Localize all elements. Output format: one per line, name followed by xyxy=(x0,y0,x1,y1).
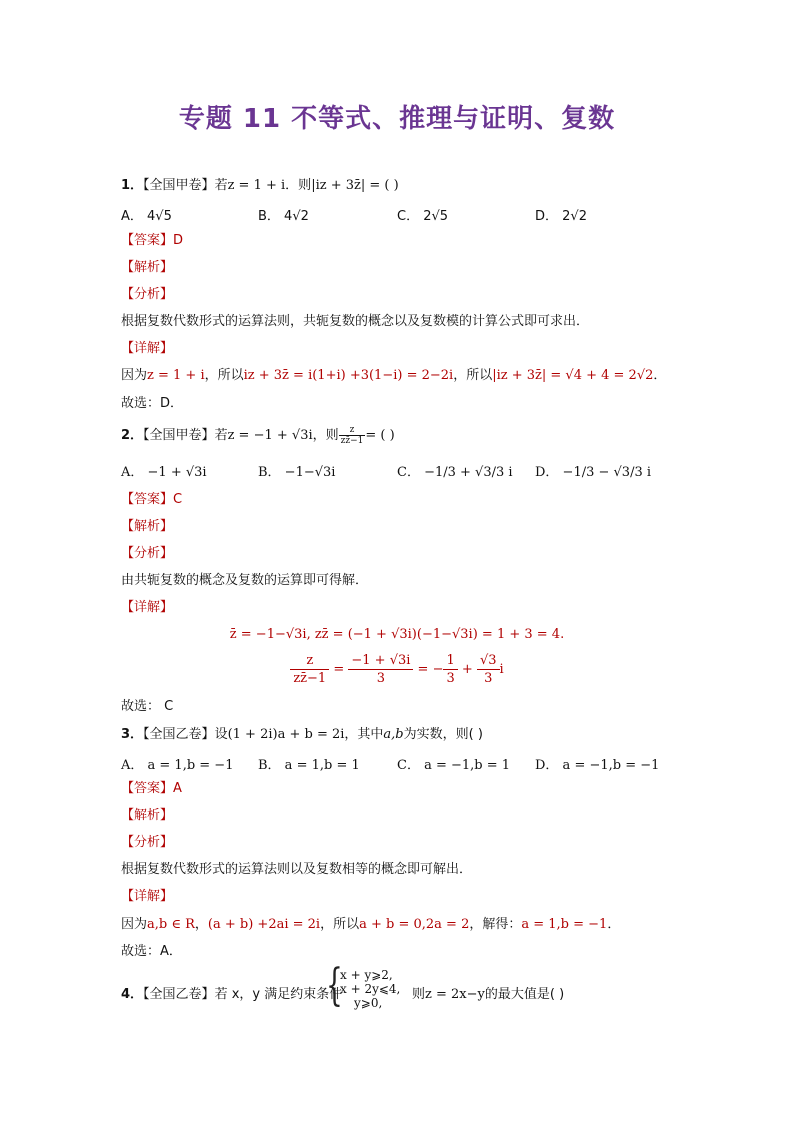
fenxi-heading: 【分析】 xyxy=(121,835,174,850)
option-a: A． 4√5 xyxy=(121,209,172,224)
equation-line-1: z̄ = −1−√3i, zz̄ = (−1 + √3i)(−1−√3i) = 1 + 3 = 4. xyxy=(229,627,565,642)
question-1-stem: 1．【全国甲卷】若z = 1 + i．则|iz + 3z̄| = ( ) xyxy=(121,178,399,193)
question-source: 【全国甲卷】 xyxy=(143,178,215,193)
xiangjie-heading: 【详解】 xyxy=(121,889,174,904)
question-source: 【全国乙卷】 xyxy=(143,727,215,742)
xiangjie-heading: 【详解】 xyxy=(121,600,174,615)
detail-text: 因为a,b ∈ R，(a + b) +2ai = 2i，所以a + b = 0,2a = 2，解得：a = 1,b = −1． xyxy=(121,917,621,932)
option-a: A． a = 1,b = −1 xyxy=(121,758,234,773)
answer-line: 【答案】C xyxy=(121,492,183,507)
option-c: C． −1/3 + √3/3 i xyxy=(397,465,513,480)
question-number: 4． xyxy=(121,987,144,1002)
fenxi-heading: 【分析】 xyxy=(121,546,174,561)
question-4-tail: 则z = 2x−y的最大值是( ) xyxy=(412,987,565,1002)
fenxi-heading: 【分析】 xyxy=(121,287,174,302)
constraint-system: x + y⩾2, x + 2y⩽4, y⩾0, xyxy=(340,968,401,1010)
brace-symbol: { xyxy=(326,960,343,1011)
option-c: C． 2√5 xyxy=(397,209,449,224)
fenxi-text: 根据复数代数形式的运算法则以及复数相等的概念即可解出． xyxy=(121,862,473,877)
question-number: 1． xyxy=(121,178,144,193)
option-b: B． −1−√3i xyxy=(258,465,336,480)
answer-line: 【答案】A xyxy=(121,781,182,796)
fenxi-text: 由共轭复数的概念及复数的运算即可得解． xyxy=(121,573,369,588)
option-a: A． −1 + √3i xyxy=(121,465,207,480)
question-2-stem: 2．【全国甲卷】若z = −1 + √3i，则 $\frac{z}{zz̄-1}$ = ( ) xyxy=(121,425,395,446)
fraction: $\frac{z}{zz̄-1}$ xyxy=(340,425,364,446)
fenxi-text: 根据复数代数形式的运算法则，共轭复数的概念以及复数模的计算公式即可求出． xyxy=(121,314,590,329)
answer-value: D xyxy=(173,233,184,248)
option-b: B． a = 1,b = 1 xyxy=(258,758,360,773)
question-source: 【全国甲卷】 xyxy=(143,428,215,443)
question-3-stem: 3．【全国乙卷】设(1 + 2i)a + b = 2i，其中a,b为实数，则( ) xyxy=(121,727,483,742)
page-title: 专题 11 不等式、推理与证明、复数 xyxy=(178,104,616,134)
option-b: B． 4√2 xyxy=(258,209,309,224)
detail-text: 因为z = 1 + i，所以iz + 3z̄ = i(1+i) +3(1−i) = 2−2i，所以|iz + 3z̄| = √4 + 4 = 2√2． xyxy=(121,368,667,383)
conclusion: 故选：D． xyxy=(121,396,184,411)
question-4-stem: 4．【全国乙卷】若 x，y 满足约束条件 xyxy=(121,987,343,1002)
jiexi-heading: 【解析】 xyxy=(121,519,174,534)
conclusion: 故选：A． xyxy=(121,944,182,959)
equation-line-2: $\frac{z}{zz̄-1}$ = $\frac{-1 + √3i}{3}$ = − $\frac{1}{3}$ + $\frac{√3}{3}$ i xyxy=(0,652,794,687)
answer-line: 【答案】D xyxy=(121,233,184,248)
question-number: 3． xyxy=(121,727,144,742)
answer-value: C xyxy=(173,492,183,507)
expression: |iz + 3z̄| = ( ) xyxy=(311,178,399,193)
question-number: 2． xyxy=(121,428,144,443)
jiexi-heading: 【解析】 xyxy=(121,808,174,823)
jiexi-heading: 【解析】 xyxy=(121,260,174,275)
option-c: C． a = −1,b = 1 xyxy=(397,758,511,773)
option-d: D． a = −1,b = −1 xyxy=(535,758,660,773)
xiangjie-heading: 【详解】 xyxy=(121,341,174,356)
conclusion: 故选： C xyxy=(121,699,174,714)
option-d: D． −1/3 − √3/3 i xyxy=(535,465,652,480)
question-source: 【全国乙卷】 xyxy=(143,987,215,1002)
option-d: D． 2√2 xyxy=(535,209,587,224)
answer-value: A xyxy=(173,781,182,796)
condition: z = 1 + i xyxy=(227,178,286,193)
